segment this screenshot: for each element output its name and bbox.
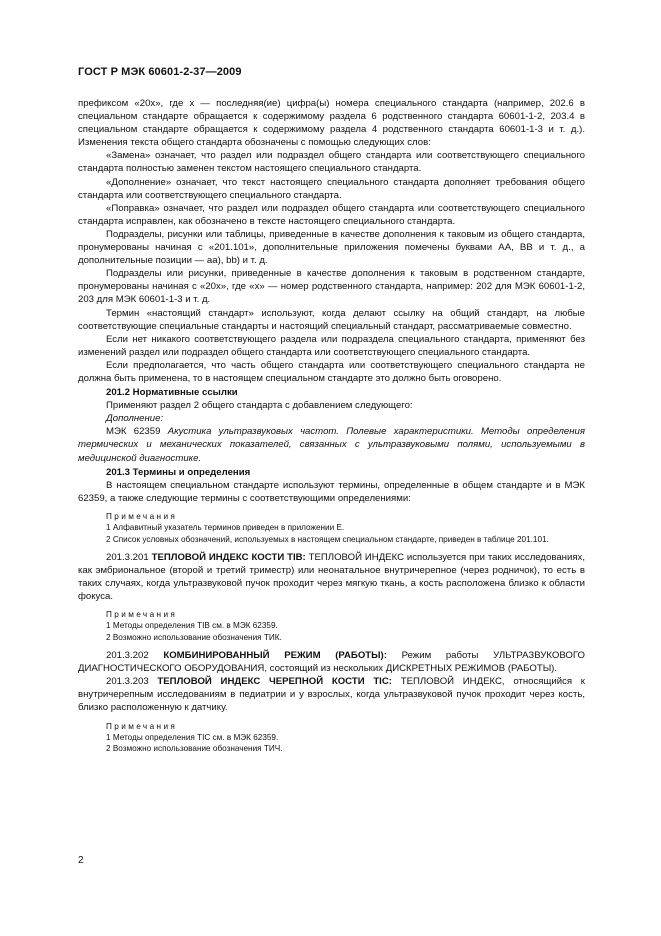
note-item: 1 Алфавитный указатель терминов приведен в приложении Е. [106, 523, 345, 533]
notes-heading: Примечания [106, 511, 178, 521]
notes-block [78, 609, 585, 643]
paragraph: Если нет никакого соответствующего раздела или подраздела специального стандарта, применяют без изменений раздел или подраздел общего стандарта или соответствующего специального стандарта. [78, 333, 585, 358]
paragraph: Если предполагается, что часть общего стандарта или соответствующего специального стандарта не должна быть применена, то в настоящем специальном стандарте это должно быть оговорено. [78, 359, 585, 384]
paragraph: Подразделы, рисунки или таблицы, приведенные в качестве дополнения к таковым из общего стандарта, пронумерованы начиная с «201.101», дополнительные приложения помечены буквами АА, ВВ и т. д., а дополнительные позиции — аа), bb) и т. д. [78, 228, 585, 267]
note-item: 1 Методы определения TIC см. в МЭК 62359. [106, 732, 279, 742]
page-header-title: ГОСТ Р МЭК 60601-2-37—2009 [78, 66, 242, 78]
note-item: 2 Возможно использование обозначения ТИЧ. [106, 744, 283, 754]
paragraph: «Замена» означает, что раздел или подраздел общего стандарта или соответствующего специального стандарта полностью заменен текстом настоящего специального стандарта. [78, 150, 585, 175]
notes-block [78, 511, 585, 545]
section-heading-normative-references: 201.2 Нормативные ссылки [106, 387, 238, 399]
paragraph: Применяют раздел 2 общего стандарта с добавлением следующего: [106, 400, 413, 412]
paragraph: «Поправка» означает, что раздел или подраздел общего стандарта или соответствующего специального стандарта исправлен, как обозначено в тексте настоящего специального стандарта. [78, 202, 585, 227]
document-body [78, 97, 585, 760]
notes-block [78, 721, 585, 755]
term-name: ТЕПЛОВОЙ ИНДЕКС ЧЕРЕПНОЙ КОСТИ TIC: [157, 676, 392, 688]
notes-heading: Примечания [106, 721, 178, 731]
paragraph: В настоящем специальном стандарте используют термины, определенные в общем стандарте и в МЭК 62359, а также следующие термины с соответствующими определениями: [78, 479, 585, 504]
normative-reference [78, 425, 585, 464]
note-item: 2 Список условных обозначений, используемых в настоящем специальном стандарте, приведен в таблице 201.101. [106, 534, 549, 544]
reference-title: Акустика ультразвуковых частот. Полевые характеристики. Методы определения термических и механических показателей, связанных с ультразвуковыми полями, используемыми в медицинской диагностике. [78, 426, 585, 464]
paragraph: Подразделы или рисунки, приведенные в качестве дополнения к таковым в родственном стандарте, пронумерованы начиная с «20х», где «х» — номер родственного стандарта, например: 202 для МЭК 60601-1-2, 203 для МЭК 60601-1-3 и т. д. [78, 268, 585, 306]
term-name: КОМБИНИРОВАННЫЙ РЕЖИМ (РАБОТЫ): [163, 650, 387, 662]
paragraph: префиксом «20х», где х — последняя(ие) цифра(ы) номера специального стандарта (например, 202.6 в специальном стандарте обращается к содержимому раздела 6 родственного стандарта 60601-1-2, 203.4 в специальном стандарте обращается к содержимому раздела 4 родственного стандарта 60601-1-3 и т. д.). Изменения текста общего стандарта обозначены с помощью следующих слов: [78, 98, 585, 149]
page-number: 2 [78, 855, 84, 866]
term-definition [78, 649, 585, 675]
term-definition [78, 675, 585, 714]
note-item: 2 Возможно использование обозначения ТИК. [106, 632, 282, 642]
paragraph: Термин «настоящий стандарт» используют, когда делают ссылку на общий стандарт, на любые соответствующие специальные стандарты и настоящий специальный стандарт, рассматриваемые совместно. [78, 307, 585, 332]
term-text: ТЕПЛОВОЙ ИНДЕКС, относящийся к внутричерепным исследованиям в педиатрии и у взрослых, когда ультразвуковой пучок проходит через кость, близко расположенную к датчику. [78, 676, 585, 714]
section-heading-terms: 201.3 Термины и определения [106, 466, 251, 478]
paragraph: «Дополнение» означает, что текст настоящего специального стандарта дополняет требования общего стандарта или соответствующего специального стандарта. [78, 176, 585, 201]
term-text: ТЕПЛОВОЙ ИНДЕКС используется при таких исследованиях, как эмбриональное (второй и третий триместр) или неонатальное внутричерепное (через родничок), то есть в таких случаях, когда ультразвуковой пучок проходит через мягкую ткань, а кость расположена близко к области фокуса. [78, 551, 585, 603]
term-number: 201.3.203 [106, 676, 158, 688]
note-item: 1 Методы определения TIB см. в МЭК 62359. [106, 621, 278, 631]
notes-heading: Примечания [106, 610, 178, 620]
term-definition [78, 551, 585, 603]
term-number: 201.3.202 [106, 650, 164, 662]
term-name: ТЕПЛОВОЙ ИНДЕКС КОСТИ TIB: [151, 551, 306, 563]
term-number: 201.3.201 [106, 551, 152, 563]
term-text: Режим работы УЛЬТРАЗВУКОВОГО ДИАГНОСТИЧЕСКОГО ОБОРУДОВАНИЯ, состоящий из нескольких ДИСКРЕТНЫХ РЕЖИМОВ (РАБОТЫ). [78, 650, 585, 675]
reference-code: МЭК 62359 [106, 426, 168, 438]
addition-label: Дополнение: [106, 413, 164, 425]
